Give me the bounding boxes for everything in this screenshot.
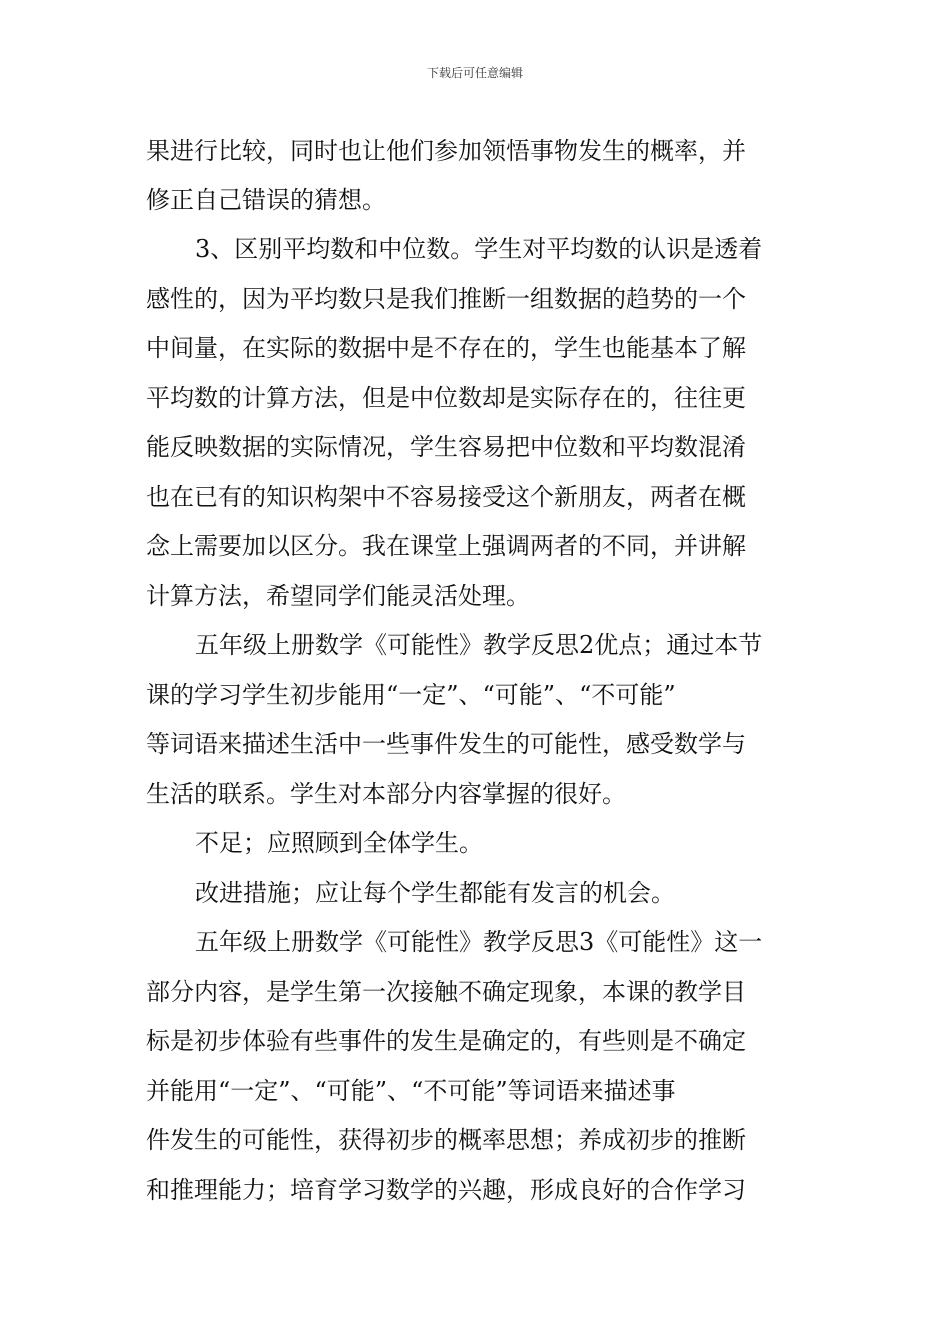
text-line: 中间量，在实际的数据中是不存在的，学生也能基本了解	[146, 334, 746, 362]
text-line: 部分内容，是学生第一次接触不确定现象，本课的教学目	[146, 978, 746, 1006]
text-line: 件发生的可能性，获得初步的概率思想；养成初步的推断	[146, 1126, 746, 1154]
paragraph-start: 五年级上册数学《可能性》教学反思2优点；通过本节	[195, 631, 763, 659]
text-line: 课的学习学生初步能用“一定”、“可能”、“不可能”	[146, 681, 676, 709]
text-line: 并能用“一定”、“可能”、“不可能”等词语来描述事	[146, 1077, 676, 1105]
page-header: 下载后可任意编辑	[426, 66, 523, 80]
text-line: 生活的联系。学生对本部分内容掌握的很好。	[146, 780, 626, 808]
paragraph-start: 不足；应照顾到全体学生。	[195, 829, 483, 857]
paragraph-start: 改进措施；应让每个学生都能有发言的机会。	[195, 879, 675, 907]
text-line: 感性的，因为平均数只是我们推断一组数据的趋势的一个	[146, 285, 746, 313]
text-line: 和推理能力；培育学习数学的兴趣，形成良好的合作学习	[146, 1176, 746, 1204]
text-line: 能反映数据的实际情况，学生容易把中位数和平均数混淆	[146, 433, 746, 461]
paragraph-start: 五年级上册数学《可能性》教学反思3《可能性》这一	[195, 928, 763, 956]
text-line: 也在已有的知识构架中不容易接受这个新朋友，两者在概	[146, 483, 746, 511]
text-line: 平均数的计算方法，但是中位数却是实际存在的，往往更	[146, 384, 746, 412]
paragraph-start: 3、区别平均数和中位数。学生对平均数的认识是透着	[195, 235, 763, 263]
text-line: 修正自己错误的猜想。	[146, 186, 386, 214]
text-line: 计算方法，希望同学们能灵活处理。	[146, 582, 530, 610]
text-line: 果进行比较，同时也让他们参加领悟事物发生的概率，并	[146, 137, 746, 165]
text-line: 等词语来描述生活中一些事件发生的可能性，感受数学与	[146, 730, 746, 758]
text-line: 念上需要加以区分。我在课堂上强调两者的不同，并讲解	[146, 532, 746, 560]
text-line: 标是初步体验有些事件的发生是确定的，有些则是不确定	[146, 1027, 746, 1055]
